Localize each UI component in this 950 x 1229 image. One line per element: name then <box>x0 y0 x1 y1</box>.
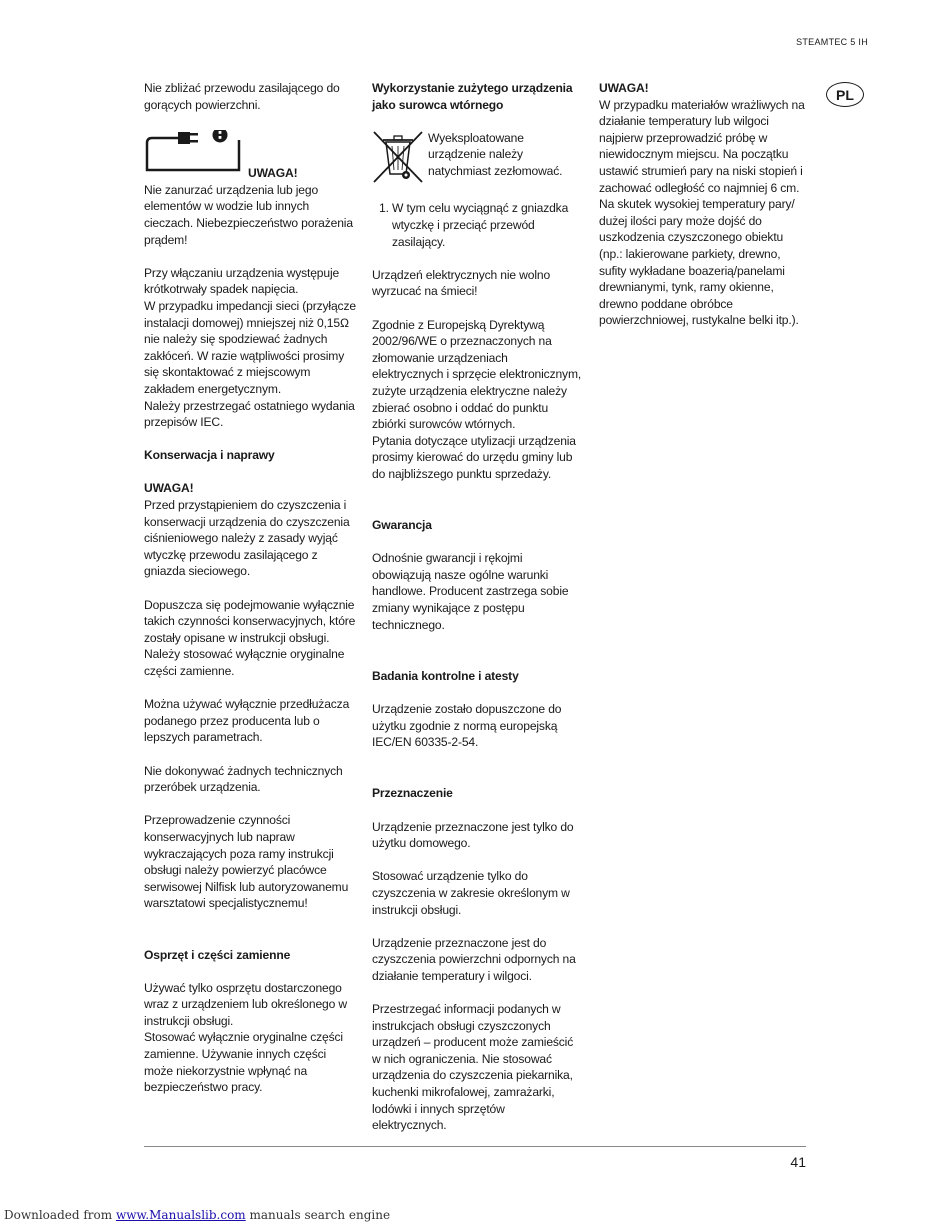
header-model: STEAMTEC 5 IH <box>796 37 868 47</box>
paragraph: Nie zbliżać przewodu zasilającego do gorących powierzchni. <box>144 81 340 112</box>
paragraph: W przypadku materiałów wrażliwych na działanie temperatury lub wilgoci najpierw przeprowadzić próbę w niewidocznym miejscu. Na początku ustawić strumień pary na niski stopień i zachować odległość co najmniej 6 cm. Na skutek wysokiej temperatury pary/ dużej ilości pary może dojść do uszkodzenia czyszczonego obiektu (np.: lakierowane parkiety, drewno, sufity wykładane boazerią/panelami drewnianymi, tynk, ramy okienne, drewno poddane obróbce powierzchniowej, rustykalne belki itp.). <box>599 97 805 328</box>
paragraph: Używać tylko osprzętu dostarczonego wraz z urządzeniem lub określonego w instrukcji obsługi. <box>144 980 347 1028</box>
paragraph: W przypadku impedancji sieci (przyłącze instalacji domowej) mniejszej niż 0,15Ω nie należy się spodziewać żadnych zakłóceń. W razie wątpliwości prosimy się skontaktować z miejscowym zakładem energetycznym. <box>144 298 356 396</box>
list-item: 1. W tym celu wyciągnąć z gniazdka wtyczkę i przeciąć przewód zasilający. <box>392 200 582 250</box>
paragraph: Nie dokonywać żadnych technicznych przeróbek urządzenia. <box>144 763 343 795</box>
water-warning-block <box>144 130 356 182</box>
warning-label: UWAGA! <box>248 165 298 180</box>
section-heading-purpose: Przeznaczenie <box>372 786 453 801</box>
language-badge: PL <box>826 82 864 107</box>
manualslib-link[interactable]: www.Manualslib.com <box>115 1208 246 1222</box>
column-1 <box>144 80 356 1096</box>
paragraph: Stosować wyłącznie oryginalne części zamienne. Używanie innych części może niekorzystnie wpłynąć na bezpieczeństwo pracy. <box>144 1030 343 1095</box>
plug-in-water-icon <box>144 130 244 172</box>
paragraph: Można używać wyłącznie przedłużacza podanego przez producenta lub o lepszych parametrach. <box>144 697 350 745</box>
footer-prefix: Downloaded from <box>4 1208 116 1222</box>
column-2 <box>372 80 582 1150</box>
section-heading-accessories: Osprzęt i części zamienne <box>144 947 291 962</box>
paragraph: Odnośnie gwarancji i rękojmi obowiązują nasze ogólne warunki handlowe. Producent zastrzega sobie zmiany wynikające z postępu technicznego. <box>372 551 569 632</box>
paragraph: Urządzenie przeznaczone jest do czyszczenia powierzchni odpornych na działanie temperatury i wilgoci. <box>372 935 576 983</box>
paragraph: Stosować urządzenie tylko do czyszczenia w zakresie określonym w instrukcji obsługi. <box>372 869 570 917</box>
warning-label: UWAGA! <box>144 481 194 496</box>
section-heading-maintenance: Konserwacja i naprawy <box>144 448 275 463</box>
recycle-text: Wyeksploatowane urządzenie należy natychmiast zezłomować. <box>428 130 563 178</box>
download-footer <box>4 1208 390 1222</box>
paragraph: Przed przystąpieniem do czyszczenia i konserwacji urządzenia do czyszczenia ciśnieniowego należy z zasady wyjąć wtyczkę przewodu zasilającego z gniazda sieciowego. <box>144 498 350 579</box>
column-3 <box>599 80 805 346</box>
section-heading-warranty: Gwarancja <box>372 518 432 533</box>
paragraph: Przeprowadzenie czynności konserwacyjnych lub napraw wykraczających poza ramy instrukcji obsługi należy powierzyć placówce serwisowej Nilfisk lub autoryzowanemu warsztatowi specjalistycznemu! <box>144 813 349 911</box>
disposal-steps <box>372 200 582 250</box>
paragraph: Przy włączaniu urządzenia występuje krótkotrwały spadek napięcia. <box>144 265 340 297</box>
paragraph: Pytania dotyczące utylizacji urządzenia prosimy kierować do urzędu gminy lub do najbliższego punktu sprzedaży. <box>372 433 576 481</box>
paragraph: Przestrzegać informacji podanych w instrukcjach obsługi czyszczonych urządzeń – producent może zamieścić w nich ograniczenia. Nie stosować urządzenia do czyszczenia piekarnika, kuchenki mikrofalowej, zamrażarki, lodówki i innych sprzętów elektrycznych. <box>372 1002 574 1133</box>
footer-divider <box>144 1146 806 1147</box>
paragraph: Zgodnie z Europejską Dyrektywą 2002/96/WE o przeznaczonych na złomowanie urządzeniach elektrycznych i sprzęcie elektronicznym, zużyte urządzenia elektryczne należy zbierać osobno i oddać do punktu zbiórki surowców wtórnych. <box>372 317 582 432</box>
crossed-out-bin-icon <box>372 128 424 184</box>
paragraph: Dopuszcza się podejmowanie wyłącznie takich czynności konserwacyjnych, które zostały opisane w instrukcji obsługi. Należy stosować wyłącznie oryginalne części zamienne. <box>144 597 356 678</box>
paragraph: Urządzeń elektrycznych nie wolno wyrzucać na śmieci! <box>372 267 551 299</box>
paragraph: Urządzenie przeznaczone jest tylko do użytku domowego. <box>372 819 574 851</box>
section-heading-recycling: Wykorzystanie zużytego urządzenia jako surowca wtórnego <box>372 81 573 112</box>
recycle-block <box>372 130 582 184</box>
paragraph: Nie zanurzać urządzenia lub jego elementów w wodzie lub innych cieczach. Niebezpieczeństwo porażenia prądem! <box>144 182 353 247</box>
page-number: 41 <box>790 1154 806 1170</box>
paragraph: Należy przestrzegać ostatniego wydania przepisów IEC. <box>144 398 355 430</box>
footer-suffix: manuals search engine <box>245 1208 391 1222</box>
paragraph: Urządzenie zostało dopuszczone do użytku zgodnie z normą europejską IEC/EN 60335-2-54. <box>372 702 562 750</box>
warning-label: UWAGA! <box>599 81 649 95</box>
section-heading-tests: Badania kontrolne i atesty <box>372 668 519 683</box>
